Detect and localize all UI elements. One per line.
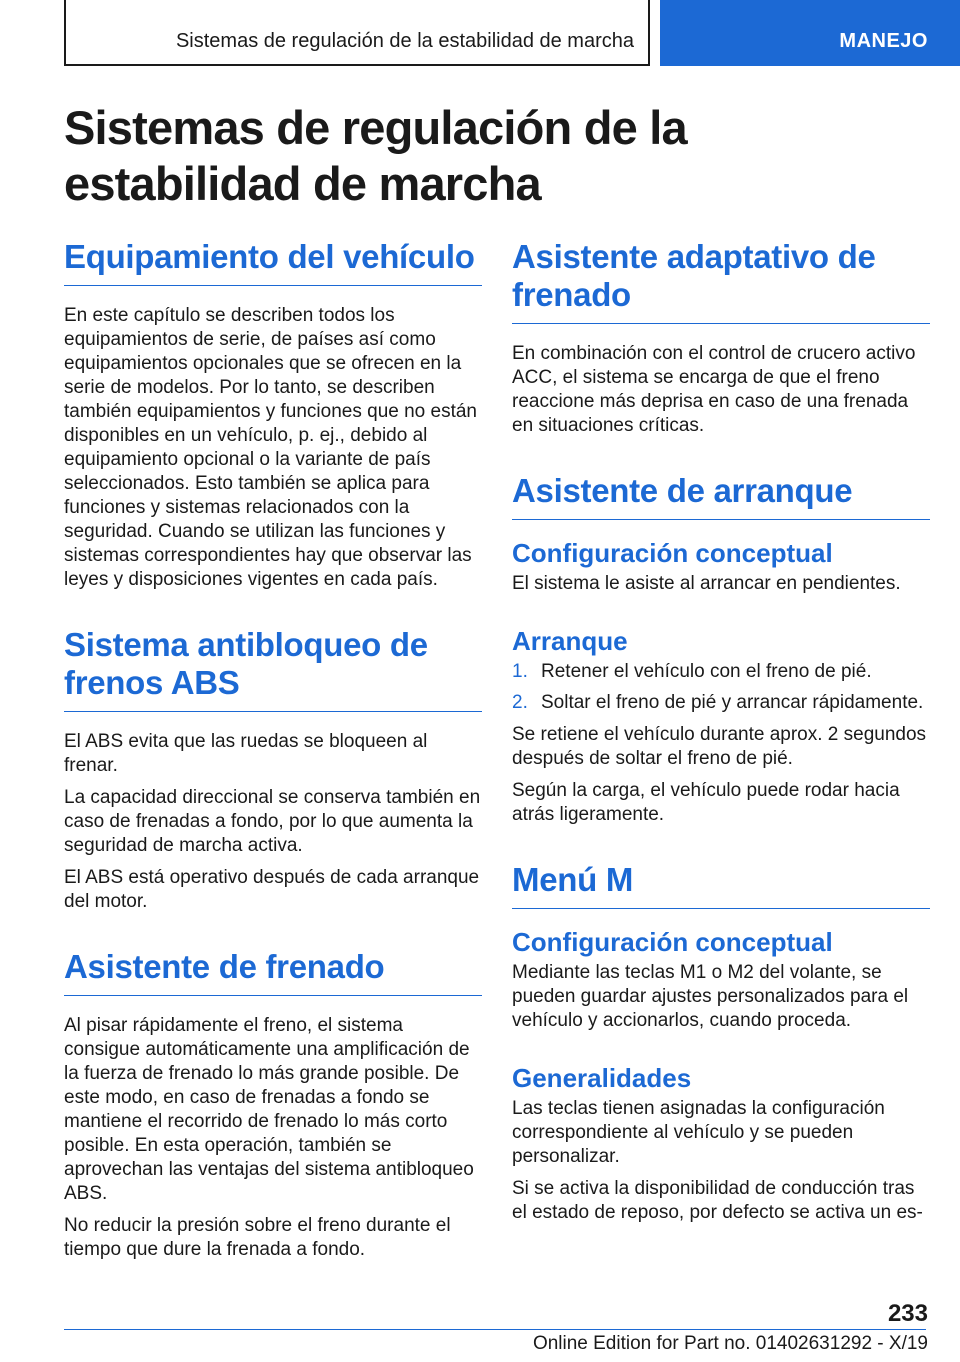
heading-menu-m: Menú M xyxy=(512,861,930,909)
paragraph-arranque-concepto: El sistema le asiste al arrancar en pendientes. xyxy=(512,573,901,594)
header-section-box xyxy=(64,0,650,66)
paragraph-generalidades-2: Si se activa la disponibilidad de conducción tras el estado de reposo, por defecto se activa un es- xyxy=(512,1178,923,1223)
subheading-menu-m-concepto: Configuración conceptual xyxy=(512,927,833,957)
heading-asistente-arranque: Asistente de arranque xyxy=(512,472,930,520)
paragraph-abs-2: La capacidad direccional se conserva también en caso de frenadas a fondo, por lo que aumenta la seguridad de marcha activa. xyxy=(64,787,481,856)
paragraph-equipamiento: En este capítulo se describen todos los equipamientos de serie, de países así como equipamientos opcionales que se ofrecen en la serie de modelos. Por lo tanto, se describen también equipamientos y funciones que no están disponibles en un vehículo, p. ej., debido al equipamiento opcional o la variante de país seleccionados. Esto también se aplica para funciones y sistemas relacionados con la seguridad. Cuando se utilizan las funciones y sistemas correspondientes hay que observar las leyes y disposiciones vigentes en cada país. xyxy=(64,305,477,590)
step-number: 2. xyxy=(512,692,528,713)
right-column xyxy=(512,238,930,1233)
page-title: Sistemas de regulación de la estabilidad de marcha xyxy=(64,101,687,210)
paragraph-frenado-1: Al pisar rápidamente el freno, el sistema consigue automáticamente una amplificación de la fuerza de frenado lo más grande posible. De este modo, en caso de frenadas a fondo se mantiene el recorrido de frenado lo más corto posible. En esta operación, también se aprovechan las ventajas del sistema antibloqueo ABS. xyxy=(64,1015,474,1204)
paragraph-generalidades-1: Las teclas tienen asignadas la configuración correspondiente al vehículo y se pueden personalizar. xyxy=(512,1098,885,1167)
paragraph-menu-m-concepto: Mediante las teclas M1 o M2 del volante, se pueden guardar ajustes personalizados para el vehículo y accionarlos, cuando proceda. xyxy=(512,962,909,1031)
section-menu-m xyxy=(512,861,930,1225)
chapter-tab-label: MANEJO xyxy=(839,30,928,52)
section-equipamiento xyxy=(64,238,482,592)
step-number: 1. xyxy=(512,661,528,682)
section-asistente-frenado xyxy=(64,948,482,1262)
footer-divider xyxy=(64,1329,926,1330)
paragraph-arranque-1: Se retiene el vehículo durante aprox. 2 segundos después de soltar el freno de pié. xyxy=(512,724,927,769)
page-number: 233 xyxy=(887,1300,928,1327)
heading-asistente-frenado: Asistente de frenado xyxy=(64,948,482,996)
footer-edition-text: Online Edition for Part no. 01402631292 - X/19 xyxy=(532,1333,928,1354)
paragraph-frenado-2: No reducir la presión sobre el freno durante el tiempo que dure la frenada a fondo. xyxy=(64,1215,451,1260)
list-item xyxy=(512,691,930,715)
step-text: Soltar el freno de pié y arrancar rápidamente. xyxy=(541,692,924,713)
running-header xyxy=(0,0,960,66)
list-item xyxy=(512,660,930,684)
paragraph-arranque-2: Según la carga, el vehículo puede rodar hacia atrás ligeramente. xyxy=(512,780,900,825)
paragraph-abs-1: El ABS evita que las ruedas se bloqueen al frenar. xyxy=(64,731,428,776)
subheading-arranque: Arranque xyxy=(512,626,628,656)
heading-abs: Sistema antibloqueo de frenos ABS xyxy=(64,626,482,712)
left-column xyxy=(64,238,482,1270)
step-text: Retener el vehículo con el freno de pié. xyxy=(541,661,872,682)
section-abs xyxy=(64,626,482,914)
paragraph-adaptativo: En combinación con el control de crucero activo ACC, el sistema se encarga de que el freno reaccione más deprisa en caso de una frenada en situaciones críticas. xyxy=(512,343,916,436)
header-section-title: Sistemas de regulación de la estabilidad de marcha xyxy=(175,30,634,52)
paragraph-abs-3: El ABS está operativo después de cada arranque del motor. xyxy=(64,867,480,912)
subheading-generalidades: Generalidades xyxy=(512,1063,692,1093)
subheading-arranque-concepto: Configuración conceptual xyxy=(512,538,833,568)
heading-asistente-adaptativo: Asistente adaptativo de frenado xyxy=(512,238,930,324)
section-asistente-arranque xyxy=(512,472,930,827)
section-asistente-adaptativo xyxy=(512,238,930,438)
arranque-steps-list xyxy=(512,660,930,715)
chapter-tab xyxy=(660,0,960,66)
heading-equipamiento: Equipamiento del vehículo xyxy=(64,238,482,286)
